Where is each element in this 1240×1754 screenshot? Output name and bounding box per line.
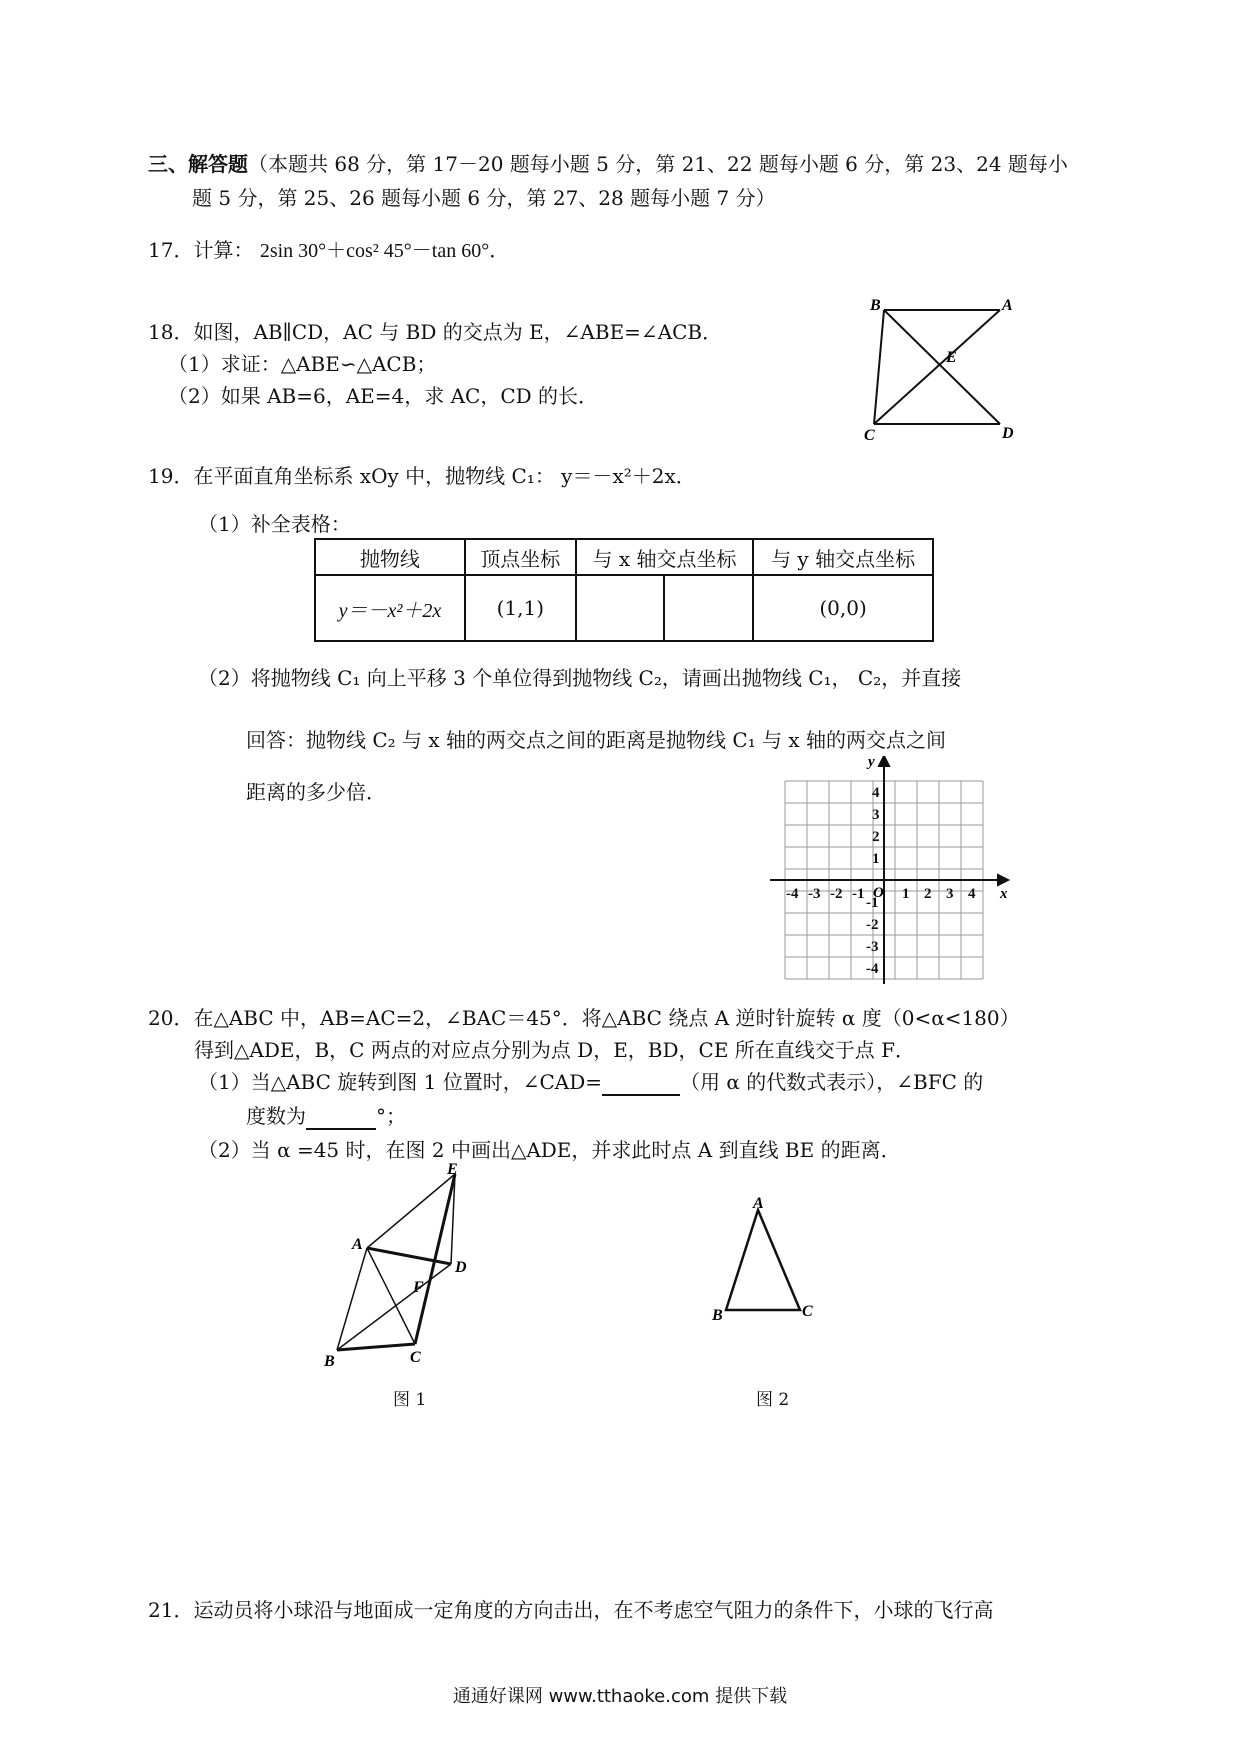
grid-y-tick-label: 4 — [872, 785, 880, 801]
q20-part1 — [198, 1068, 983, 1096]
grid-y-axis-label: y — [868, 756, 875, 770]
q19-number: 19． — [148, 464, 194, 488]
fig1-label-B: B — [324, 1353, 335, 1370]
q20-part2: （2）当 α =45 时，在图 2 中画出△ADE，并求此时点 A 到直线 BE 的距离． — [198, 1138, 901, 1162]
grid-y-tick-label: -1 — [866, 895, 879, 911]
q17-number: 17． — [148, 238, 194, 262]
q20-stem-line1: 在△ABC 中，AB=AC=2，∠BAC＝45°．将△ABC 绕点 A 逆时针旋转 α 度（0<α<180） — [193, 1006, 1020, 1030]
q19-part2-line3: 距离的多少倍． — [246, 780, 386, 804]
q20-part1-a: （1）当△ABC 旋转到图 1 位置时，∠CAD= — [198, 1070, 603, 1094]
answer-blank-cad[interactable] — [602, 1072, 680, 1096]
q20-figure-2[interactable] — [700, 1192, 840, 1332]
q18-number: 18． — [148, 320, 194, 344]
figure-2-caption: 图 2 — [756, 1390, 790, 1410]
grid-x-tick-label: 1 — [902, 886, 910, 902]
q19-table — [314, 538, 934, 642]
q18-label-E: E — [946, 349, 957, 366]
figure-1-caption: 图 1 — [393, 1390, 427, 1410]
grid-x-tick-label: -2 — [830, 886, 843, 902]
grid-x-tick-label: -3 — [808, 886, 821, 902]
grid-x-axis-label: x — [1000, 886, 1008, 902]
table-cell: (1,1) — [465, 575, 576, 641]
table-header-cell: 抛物线 — [315, 539, 465, 575]
fig2-label-B: B — [712, 1307, 723, 1324]
q18-part2: （2）如果 AB=6，AE=4，求 AC，CD 的长． — [168, 384, 599, 408]
fig1-label-C: C — [410, 1349, 421, 1366]
q20-part1-d: °； — [376, 1104, 406, 1128]
grid-y-tick-label: 1 — [872, 851, 880, 867]
grid-x-tick-label: -1 — [852, 886, 865, 902]
grid-y-tick-label: -2 — [866, 917, 879, 933]
q20-number: 20． — [148, 1006, 194, 1030]
grid-x-tick-label: 4 — [968, 886, 976, 902]
q18-part1: （1）求证：△ABE∽△ACB； — [168, 352, 437, 376]
q19-stem-text: 在平面直角坐标系 xOy 中，抛物线 C₁： y＝－x²＋2x． — [193, 464, 696, 488]
grid-y-tick-label: -3 — [866, 939, 879, 955]
q20-part1-line2 — [246, 1102, 406, 1130]
q17-text: 计算： — [193, 238, 254, 262]
section-note-line2: 题 5 分，第 25、26 题每小题 6 分，第 27、28 题每小题 7 分） — [192, 186, 776, 210]
section-title: 三、解答题 — [148, 152, 248, 176]
q20-part1-b: （用 α 的代数式表示），∠BFC 的 — [680, 1070, 984, 1094]
q19-coordinate-grid[interactable] — [760, 756, 1010, 988]
q18-label-A: A — [1002, 297, 1013, 314]
grid-y-tick-label: -4 — [866, 961, 879, 977]
table-cell-blank[interactable] — [664, 575, 753, 641]
grid-y-tick-label: 2 — [872, 829, 880, 845]
fig1-label-F: F — [413, 1279, 424, 1296]
table-header-row — [315, 539, 933, 575]
question-19-stem — [148, 462, 696, 490]
grid-x-tick-label: 2 — [924, 886, 932, 902]
table-header-cell: 与 x 轴交点坐标 — [576, 539, 753, 575]
question-18-stem — [148, 318, 722, 346]
fig2-label-A: A — [753, 1195, 764, 1212]
question-20-stem — [148, 1004, 1020, 1032]
table-cell-blank[interactable] — [576, 575, 665, 641]
answer-blank-bfc[interactable] — [306, 1106, 376, 1130]
table-cell: y＝－x²＋2x — [315, 575, 465, 641]
fig2-label-C: C — [802, 1303, 813, 1320]
table-row — [315, 575, 933, 641]
q18-stem-text: 如图，AB∥CD，AC 与 BD 的交点为 E，∠ABE=∠ACB． — [193, 320, 723, 344]
fig1-label-D: D — [455, 1259, 467, 1276]
q18-label-B: B — [870, 297, 881, 314]
table-cell: (0,0) — [753, 575, 933, 641]
grid-x-tick-label: 3 — [946, 886, 954, 902]
q19-part2-line1: （2）将抛物线 C₁ 向上平移 3 个单位得到抛物线 C₂，请画出抛物线 C₁， C₂，并直接 — [198, 666, 962, 690]
q21-text: 运动员将小球沿与地面成一定角度的方向击出，在不考虑空气阻力的条件下，小球的飞行高 — [193, 1598, 994, 1622]
grid-origin-label: O — [873, 885, 884, 901]
q21-number: 21． — [148, 1598, 194, 1622]
grid-x-tick-label: -4 — [786, 886, 799, 902]
q18-label-D: D — [1002, 425, 1014, 442]
fig1-label-E: E — [447, 1161, 458, 1178]
page-footer: 通通好课网 www.tthaoke.com 提供下载 — [452, 1686, 788, 1707]
section-header — [148, 150, 1068, 178]
q20-part1-c: 度数为 — [246, 1104, 306, 1128]
q18-label-C: C — [864, 427, 875, 444]
q18-figure — [850, 296, 1030, 446]
q17-expression: 2sin 30°＋cos² 45°－tan 60°． — [259, 240, 510, 262]
q20-figure-1 — [310, 1160, 510, 1380]
grid-y-tick-label: 3 — [872, 807, 880, 823]
q19-part1: （1）补全表格： — [198, 512, 351, 536]
table-header-cell: 与 y 轴交点坐标 — [753, 539, 933, 575]
question-17 — [148, 236, 509, 265]
fig1-label-A: A — [352, 1236, 363, 1253]
q19-part2-line2: 回答：抛物线 C₂ 与 x 轴的两交点之间的距离是抛物线 C₁ 与 x 轴的两交点之间 — [246, 728, 947, 752]
section-note-line1: （本题共 68 分，第 17－20 题每小题 5 分，第 21、22 题每小题 6 分，第 23、24 题每小 — [248, 152, 1068, 176]
table-header-cell: 顶点坐标 — [465, 539, 576, 575]
q20-stem-line2: 得到△ADE，B，C 两点的对应点分别为点 D，E，BD，CE 所在直线交于点 F． — [194, 1038, 916, 1062]
question-21 — [148, 1596, 993, 1624]
